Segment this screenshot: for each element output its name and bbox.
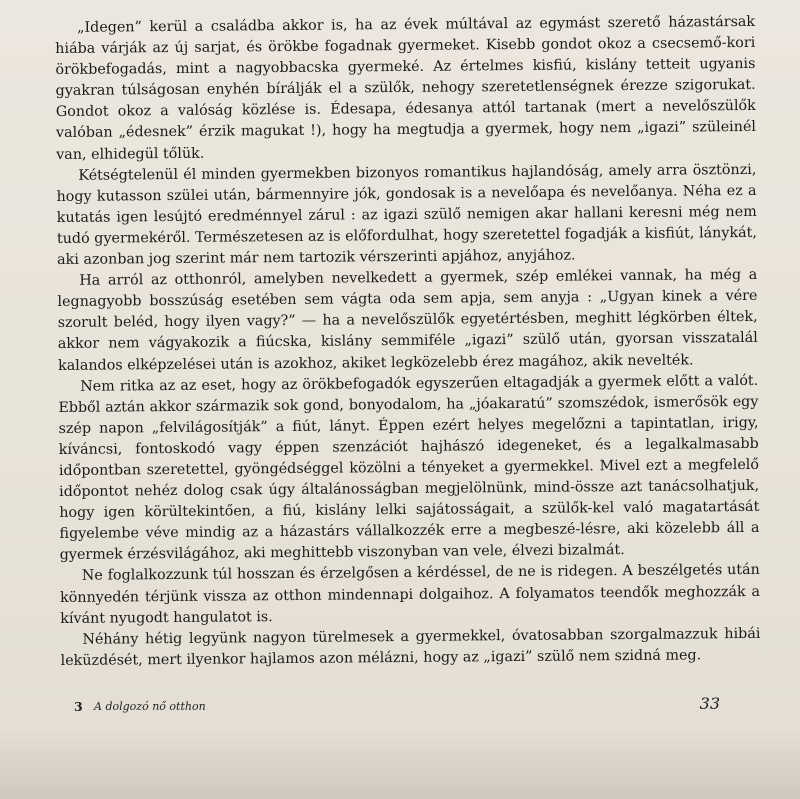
paragraph: Néhány hétig legyünk nagyon türelmesek a gyermekkel, óvatosabban szorgalmazzuk hibái leküzdését, mert ilyenkor hajlamos azon mélázni, hogy az „igazi” szülő nem szidná meg.: [60, 625, 761, 669]
paragraph: „Idegen” kerül a családba akkor is, ha az évek múltával az egymást szerető házastársak hiába várják az új sarjat, és örökbe fogadnak gyermeket. Kisebb gondot okoz a csecsemő-kori örökbefogadás, mint a nagyobbacska gyermeké. Az értelmes kisfiú, kislány tetteit ugyanis gyakran túlságosan enyhén bírálják el a szülők, nehogy szeretetlenségnek érezze szigorukat. Gondot okoz a valóság közlése is. Édesapa, édesanya attól tartanak (mert a nevelőszülők valóban „édesnek” érzik magukat !), hogy ha megtudja a gyermek, hogy nem „igazi” szüleinél van, elhidegül tőlük.: [55, 13, 757, 163]
paragraph: Nem ritka az az eset, hogy az örökbefogadók egyszerűen eltagadják a gyermek előtt a valót. Ebből aztán akkor származik sok gond, bonyodalom, ha „jóakaratú” szomszédok, ismerősök egy szép napon „felvilágosítják” a fiút, lányt. Éppen ezért helyes megelőzni a tapintatlan, irigy, kíváncsi, fontoskodó vagy éppen szenzációt hajhászó idegeneket, és a legalkalmasabb időpontban szeretettel, gyöngédséggel közölni a tényeket a gyermekkel. Mivel ezt a megfelelő időpontot nehéz dolog csak úgy általánosságban megjelölnünk, mind-össze azt tanácsolhatjuk, hogy igen körültekintően, a fiú, kislány lelki sajátosságait, a szülők-kel való magatartását figyelembe véve mindig az a házastárs vállalkozzék erre a megbeszé-lésre, aki közelebb áll a gyermek érzésvilágához, aki meghittebb viszonyban van vele, élvezi bizalmát.: [58, 372, 760, 564]
signature-number: 3: [74, 699, 83, 714]
page-shadow: [0, 729, 800, 799]
paragraph: Ne foglalkozzunk túl hosszan és érzelgősen a kérdéssel, de ne is ridegen. A beszélgetés után könnyedén térjünk vissza az otthon mindennapi dolgaihoz. A folyamatos teendők meghozzák a kívánt nyugodt hangulatot is.: [59, 562, 761, 627]
page-footer: [70, 694, 720, 718]
paragraph: Kétségtelenül él minden gyermekben bizonyos romantikus hajlandóság, amely arra ösztönzi, hogy kutasson szülei után, bármennyire jók, gondosak is a nevelőapa és nevelőanya. Néha ez a kutatás igen lesújtó eredménnyel zárul : az igazi szülő nemigen akar hallani keresni még nem tudó gyermekéről. Természetesen az is előfordulhat, hogy szeretettel fogadják a kisfiút, lánykát, aki azonban jog szerint már nem tartozik vérszerinti apjához, anyjához.: [56, 161, 757, 269]
page-number: 33: [699, 694, 720, 713]
paragraph: Ha arról az otthonról, amelyben nevelkedett a gyermek, szép emlékei vannak, ha még a legnagyobb bosszúság esetében sem vágta oda sem apja, sem anyja : „Ugyan kinek a vére szorult beléd, hogy ilyen vagy?” — ha a nevelőszülők egyetértésben, meghitt légkörben éltek, akkor nem vágyakozik a fiúcska, kislány semmiféle „igazi” szülő után, gyorsan visszatalál kalandos elképzelései után is azokhoz, akiket legközelebb érez magához, akik nevelték.: [57, 267, 758, 374]
body-text: [55, 12, 761, 672]
signature-title: A dolgozó nő otthon: [94, 700, 206, 713]
